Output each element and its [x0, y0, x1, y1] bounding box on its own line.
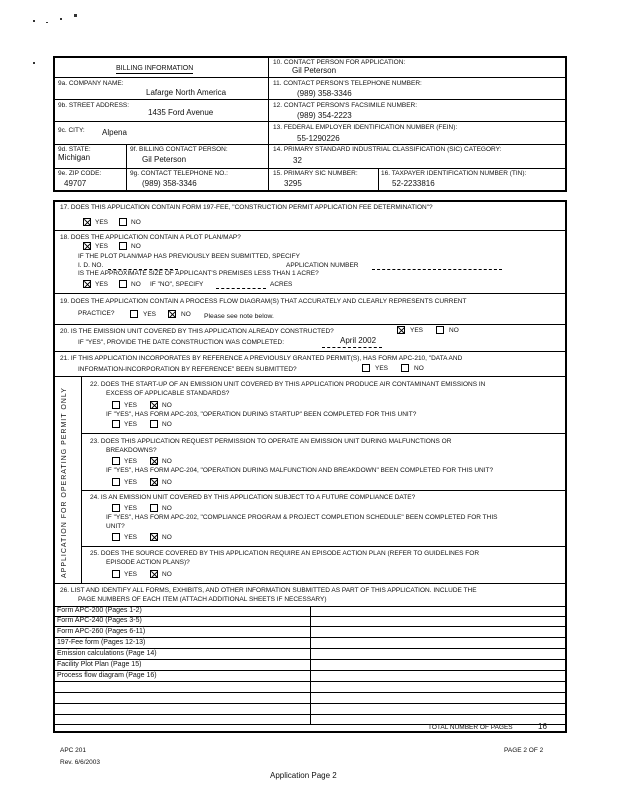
q22-yes-checkbox[interactable] [112, 401, 120, 409]
total-pages-value: 16 [538, 722, 547, 731]
q25-no-label: NO [162, 571, 172, 578]
q20-no-checkbox[interactable] [436, 326, 444, 334]
field-15-label: 15. PRIMARY SIC NUMBER: [273, 170, 358, 177]
q18-size-no-checkbox[interactable] [119, 280, 127, 288]
q23-yes-label: YES [124, 458, 138, 465]
q23-ifyes-no-label: NO [162, 479, 172, 486]
q18-appno-line[interactable] [372, 269, 502, 270]
q22-text: 22. DOES THE START-UP OF AN EMISSION UNIT COVERED BY THIS APPLICATION PRODUCE AIR CONTAMINANT EMISSIONS IN [90, 381, 486, 388]
q22-ifyes-no-label: NO [162, 421, 172, 428]
q22-text2: EXCESS OF APPLICABLE STANDARDS? [106, 390, 230, 397]
q18-yes-checkbox[interactable] [83, 242, 91, 250]
billing-phone-value: (989) 358-3346 [142, 179, 197, 188]
q18-text: 18. DOES THE APPLICATION CONTAIN A PLOT PLAN/MAP? [60, 234, 241, 241]
q25-text: 25. DOES THE SOURCE COVERED BY THIS APPLICATION REQUIRE AN EPISODE ACTION PLAN (REFER TO GUIDELINES FOR [90, 550, 480, 557]
q24-no-label: NO [162, 505, 172, 512]
attachments-table [54, 606, 566, 732]
q24-ifyes-yes-label: YES [124, 534, 138, 541]
city-value: Alpena [102, 128, 127, 137]
q22-yes-label: YES [124, 402, 138, 409]
table-row: Form APC-260 (Pages 6-11) [57, 628, 146, 635]
q18-size-yes-label: YES [95, 281, 109, 288]
field-16-value: 52-2233816 [392, 179, 435, 188]
q19-yes-checkbox[interactable] [130, 310, 138, 318]
company-label: 9a. COMPANY NAME: [58, 80, 124, 87]
billing-contact-value: Gil Peterson [142, 155, 187, 164]
q24-ifyes-yes-checkbox[interactable] [112, 533, 120, 541]
q22-ifyes-yes-checkbox[interactable] [112, 420, 120, 428]
q24-ifyes-text: IF "YES", HAS FORM APC-202, "COMPLIANCE PROGRAM & PROJECT COMPLETION SCHEDULE" BEEN COMPLETED FOR THIS [106, 514, 498, 521]
scan-speck [33, 20, 35, 22]
state-label: 9d. STATE: [58, 146, 91, 153]
q17-no-label: NO [131, 219, 141, 226]
footer-form-number: APC 201 [60, 747, 87, 754]
table-row: Form APC-240 (Pages 3-5) [57, 617, 142, 624]
q23-yes-checkbox[interactable] [112, 457, 120, 465]
q18-no-label: NO [131, 243, 141, 250]
q24-ifyes-no-label: NO [162, 534, 172, 541]
q18-acres-line[interactable] [216, 288, 266, 289]
q18-prev-text: IF THE PLOT PLAN/MAP HAS PREVIOUSLY BEEN SUBMITTED, SPECIFY [78, 253, 300, 260]
q18-idno-label: I. D. NO. [78, 262, 104, 269]
q20-yes-label: YES [410, 327, 424, 334]
q18-ifno-label: IF "NO", SPECIFY [150, 281, 204, 288]
q23-no-label: NO [162, 458, 172, 465]
q22-no-checkbox[interactable] [150, 401, 158, 409]
q21-no-label: NO [414, 365, 424, 372]
q17-yes-checkbox[interactable] [83, 218, 91, 226]
q23-ifyes-yes-checkbox[interactable] [112, 478, 120, 486]
q23-ifyes-no-checkbox[interactable] [150, 478, 158, 486]
q23-ifyes-yes-label: YES [124, 479, 138, 486]
q24-ifyes-text2: UNIT? [106, 523, 125, 530]
q17-text: 17. DOES THIS APPLICATION CONTAIN FORM 197-FEE, "CONSTRUCTION PERMIT APPLICATION FEE DETERMINATION"? [60, 204, 433, 211]
q18-yes-label: YES [95, 243, 109, 250]
field-11-value: (989) 358-3346 [297, 89, 352, 98]
billing-heading: BILLING INFORMATION [116, 65, 194, 72]
q20-text: 20. IS THE EMISSION UNIT COVERED BY THIS APPLICATION ALREADY CONSTRUCTED? [60, 328, 334, 335]
q26-text2: PAGE NUMBERS OF EACH ITEM (ATTACH ADDITIONAL SHEETS IF NECESSARY) [78, 596, 327, 603]
q20-date-label: IF "YES", PROVIDE THE DATE CONSTRUCTION WAS COMPLETED: [78, 339, 285, 346]
q25-no-checkbox[interactable] [150, 570, 158, 578]
footer-center-label: Application Page 2 [270, 771, 337, 780]
q25-yes-label: YES [124, 571, 138, 578]
q19-text: 19. DOES THE APPLICATION CONTAIN A PROCESS FLOW DIAGRAM(S) THAT ACCURATELY AND CLEARLY REPRESENTS CURRENT [60, 298, 467, 305]
q23-no-checkbox[interactable] [150, 457, 158, 465]
q23-text: 23. DOES THIS APPLICATION REQUEST PERMISSION TO OPERATE AN EMISSION UNIT DURING MALFUNCTIONS OR [90, 438, 452, 445]
field-10-value: Gil Peterson [292, 66, 337, 75]
zip-value: 49707 [64, 179, 87, 188]
field-10-label: 10. CONTACT PERSON FOR APPLICATION: [273, 59, 406, 66]
q22-ifyes-text: IF "YES", HAS FORM APC-203, "OPERATION DURING STARTUP" BEEN COMPLETED FOR THIS UNIT? [106, 411, 417, 418]
state-value: Michigan [58, 153, 91, 162]
q22-ifyes-yes-label: YES [124, 421, 138, 428]
footer-page: PAGE 2 OF 2 [504, 747, 544, 754]
q19-note: Please see note below. [204, 313, 274, 320]
q24-no-checkbox[interactable] [150, 504, 158, 512]
table-row: Process flow diagram (Page 16) [57, 672, 157, 679]
q21-text2: INFORMATION-INCORPORATION BY REFERENCE" BEEN SUBMITTED? [78, 366, 297, 373]
q20-no-label: NO [449, 327, 459, 334]
billing-contact-label: 9f. BILLING CONTACT PERSON: [130, 146, 228, 153]
operating-permit-side-label: APPLICATION FOR OPERATING PERMIT ONLY [61, 387, 68, 578]
q18-no-checkbox[interactable] [119, 242, 127, 250]
q26-text: 26. LIST AND IDENTIFY ALL FORMS, EXHIBITS, AND OTHER INFORMATION SUBMITTED AS PART OF THIS APPLICATION. INCLUDE THE [60, 587, 477, 594]
field-12-label: 12. CONTACT PERSON'S FACSIMILE NUMBER: [273, 102, 418, 109]
q18-acres-label: ACRES [270, 281, 293, 288]
q19-no-label: NO [181, 311, 191, 318]
q21-no-checkbox[interactable] [401, 364, 409, 372]
q22-no-label: NO [162, 402, 172, 409]
field-13-value: 55-1290226 [297, 134, 340, 143]
street-label: 9b. STREET ADDRESS: [58, 102, 130, 109]
field-14-value: 32 [293, 156, 302, 165]
table-row: 197-Fee form (Pages 12-13) [57, 639, 146, 646]
q25-text2: EPISODE ACTION PLANS)? [106, 559, 190, 566]
q19-yes-label: YES [143, 311, 157, 318]
billing-phone-label: 9g. CONTACT TELEPHONE NO.: [130, 170, 228, 177]
scan-speck [74, 14, 77, 17]
field-16-label: 16. TAXPAYER IDENTIFICATION NUMBER (TIN): [381, 170, 527, 177]
field-12-value: (989) 354-2223 [297, 111, 352, 120]
q20-date-value: April 2002 [340, 336, 377, 345]
q21-text: 21. IF THIS APPLICATION INCORPORATES BY REFERENCE A PREVIOUSLY GRANTED PERMIT(S), HAS FORM APC-210, "DATA AND [60, 355, 463, 362]
city-label: 9c. CITY: [58, 127, 85, 134]
q24-yes-checkbox[interactable] [112, 504, 120, 512]
q18-size-text: IS THE APPROXIMATE SIZE OF APPLICANT'S PREMISES LESS THAN 1 ACRE? [78, 270, 319, 277]
q17-yes-label: YES [95, 219, 109, 226]
company-value: Lafarge North America [146, 88, 227, 97]
table-row: Emission calculations (Page 14) [57, 650, 157, 657]
q20-date-line [322, 347, 382, 348]
q23-text2: BREAKDOWNS? [106, 447, 157, 454]
q19-text2: PRACTICE? [78, 310, 115, 317]
q18-size-yes-checkbox[interactable] [83, 280, 91, 288]
table-row: Form APC-200 (Pages 1-2) [57, 607, 142, 614]
total-pages-label: TOTAL NUMBER OF PAGES [428, 724, 513, 731]
footer-revision: Rev. 6/6/2003 [60, 759, 100, 766]
field-15-value: 3295 [284, 179, 302, 188]
scan-speck [33, 62, 35, 64]
field-14-label: 14. PRIMARY STANDARD INDUSTRIAL CLASSIFICATION (SIC) CATEGORY: [273, 146, 502, 153]
scan-speck [60, 18, 62, 20]
table-row: Facility Plot Plan (Page 15) [57, 661, 142, 668]
q24-ifyes-no-checkbox[interactable] [150, 533, 158, 541]
q21-yes-checkbox[interactable] [362, 364, 370, 372]
scan-speck [46, 22, 48, 23]
q17-no-checkbox[interactable] [119, 218, 127, 226]
q21-yes-label: YES [375, 365, 389, 372]
q20-yes-checkbox[interactable] [397, 326, 405, 334]
q24-text: 24. IS AN EMISSION UNIT COVERED BY THIS APPLICATION SUBJECT TO A FUTURE COMPLIANCE DATE? [90, 494, 416, 501]
q24-yes-label: YES [124, 505, 138, 512]
street-value: 1435 Ford Avenue [148, 108, 214, 117]
q18-size-no-label: NO [131, 281, 141, 288]
q25-yes-checkbox[interactable] [112, 570, 120, 578]
field-11-label: 11. CONTACT PERSON'S TELEPHONE NUMBER: [273, 80, 422, 87]
q18-appno-label: APPLICATION NUMBER [286, 262, 359, 269]
q22-ifyes-no-checkbox[interactable] [150, 420, 158, 428]
q19-no-checkbox[interactable] [168, 310, 176, 318]
q23-ifyes-text: IF "YES", HAS FORM APC-204, "OPERATION DURING MALFUNCTION AND BREAKDOWN" BEEN COMPLETED FOR THIS UNIT? [106, 467, 494, 474]
field-13-label: 13. FEDERAL EMPLOYER IDENTIFICATION NUMBER (FEIN): [273, 124, 458, 131]
zip-label: 9e. ZIP CODE: [58, 170, 102, 177]
